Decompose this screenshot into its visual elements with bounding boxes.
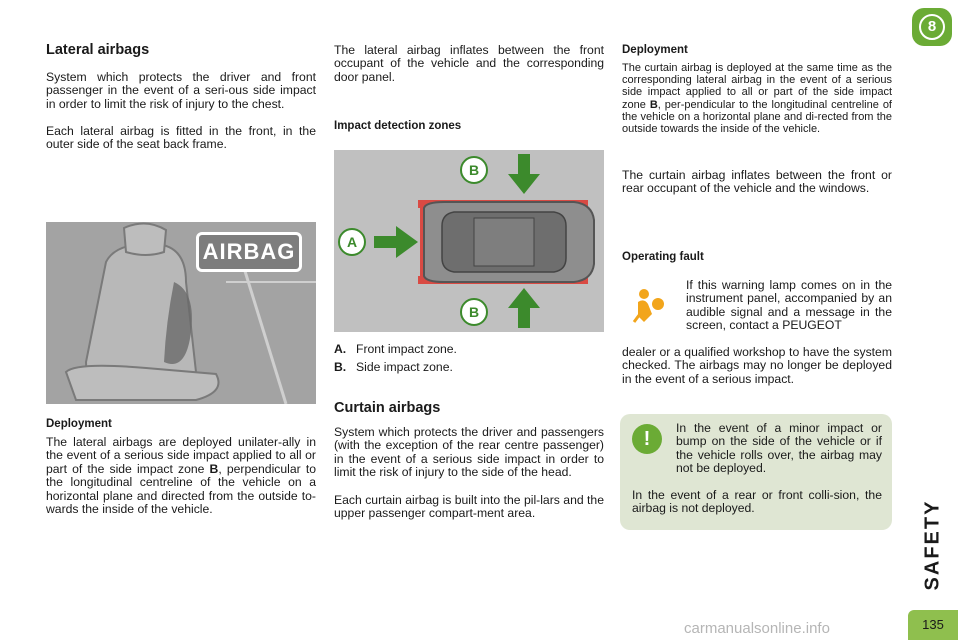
airbag-warning-lamp-icon [630,286,670,326]
curtain-intro-1: System which protects the driver and passengers (with the exception of the rear centre passenger) in the event of a serious side impact in order to limit the risk of injury to the side of the head. [334,425,604,480]
page-number: 135 [908,610,958,640]
lateral-intro-2: Each lateral airbag is fitted in the front, in the outer side of the seat back frame. [46,124,316,152]
fault-text-indented: If this warning lamp comes on in the instrument panel, accompanied by an audible signal and a message in the screen, contact a PEUGEOT [686,278,892,333]
lateral-airbags-title: Lateral airbags [46,42,150,58]
fault-text-full: dealer or a qualified workshop to have the system checked. The airbags may no longer be deployed in the event of a serious impact. [622,345,892,386]
curtain-airbags-title: Curtain airbags [334,400,441,416]
note-box [620,414,892,530]
label-a: A [346,234,358,250]
section-label: SAFETY [921,499,944,591]
car-top-view [334,150,604,332]
note-text-2: In the event of a rear or front colli-sion, the airbag is not deployed. [632,488,882,516]
label-b-top: B [468,162,480,178]
lateral-intro-1: System which protects the driver and front passenger in the event of a seri-ous side impact in order to limit the risk of injury to the chest. [46,70,316,111]
legend-item-a: A. Front impact zone. [334,342,457,356]
legend-item-b: B. Side impact zone. [334,360,453,374]
curtain-deployment-heading: Deployment [622,44,688,56]
chapter-number: 8 [919,14,945,40]
warning-exclamation-icon: ! [632,424,662,454]
curtain-deployment-text: The curtain airbag is deployed at the same time as the corresponding lateral airbag in the event of a serious side impact applied to all or part of the side impact zone B, per-pendicular to the longitudinal centreline of the vehicle on a horizontal plane and di-rected from the outside towards the inside of the vehicle. [622,62,892,136]
lateral-deployment-text: The lateral airbags are deployed unilater-ally in the event of a serious side impact applied to all or part of the side impact zone B, perpendicular to the longitudinal centreline of the vehicle on a horizontal plane and directed from the outside to-wards the inside of the vehicle. [46,435,316,517]
operating-fault-heading: Operating fault [622,251,704,263]
label-b-bottom: B [468,304,480,320]
note-text-1: In the event of a minor impact or bump on the side of the vehicle or if the vehicle rolls over, the airbag may not be deployed. [676,421,882,476]
watermark: carmanualsonline.info [684,620,830,637]
airbag-label: AIRBAG [196,232,302,272]
curtain-intro-2: Each curtain airbag is built into the pil-lars and the upper passenger compart-ment area. [334,493,604,521]
lateral-inflate-text: The lateral airbag inflates between the front occupant of the vehicle and the corresponding door panel. [334,43,604,84]
impact-zones-heading: Impact detection zones [334,120,462,132]
curtain-inflate-text: The curtain airbag inflates between the front or rear occupant of the vehicle and the windows. [622,168,892,196]
impact-zones-diagram [334,150,604,332]
lateral-airbag-seat-image [46,222,316,404]
lateral-deployment-heading: Deployment [46,418,112,430]
chapter-badge [912,8,952,46]
